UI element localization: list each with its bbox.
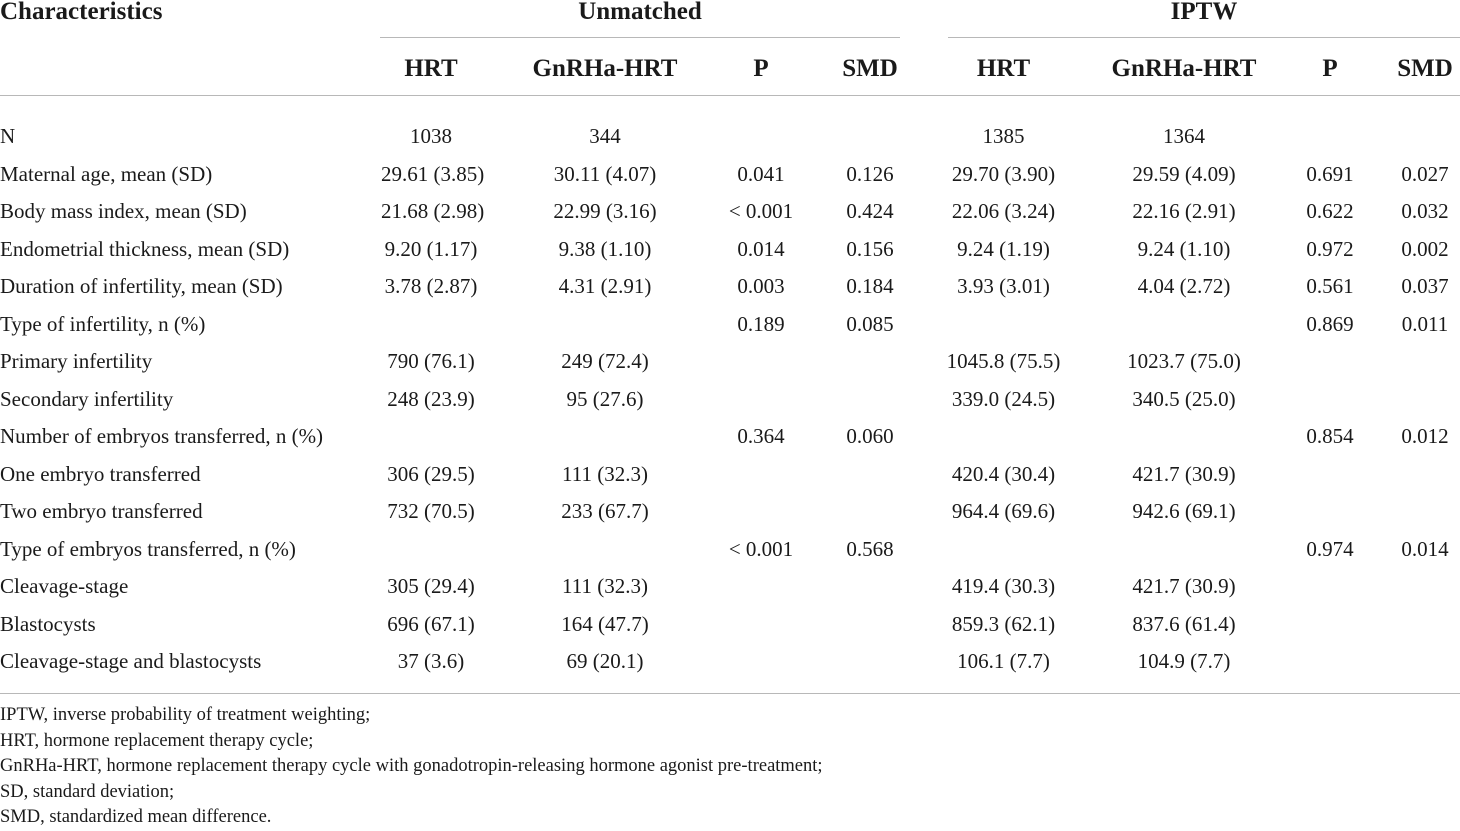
cell-iptw-smd: 0.032 bbox=[1401, 199, 1449, 223]
cell-iptw-gnrha-hrt: 942.6 (69.1) bbox=[1132, 499, 1236, 523]
col-header-unmatched-smd: SMD bbox=[842, 55, 898, 82]
cell-iptw-p bbox=[1290, 568, 1370, 604]
cell-iptw-gnrha-hrt: 421.7 (30.9) bbox=[1132, 574, 1236, 598]
cell-unmatched-gnrha-hrt: 164 (47.7) bbox=[561, 611, 649, 636]
cell-unmatched-hrt bbox=[381, 418, 481, 454]
row-label: Maternal age, mean (SD) bbox=[0, 161, 213, 186]
footnote: HRT, hormone replacement therapy cycle; bbox=[0, 730, 314, 751]
row-label: Blastocysts bbox=[0, 611, 96, 636]
cell-iptw-p: 0.561 bbox=[1306, 274, 1354, 298]
cell-unmatched-gnrha-hrt: 344 bbox=[589, 124, 621, 148]
cell-unmatched-gnrha-hrt: 4.31 (2.91) bbox=[558, 274, 652, 298]
row-label: Primary infertility bbox=[0, 349, 153, 373]
cell-unmatched-hrt: 732 (70.5) bbox=[387, 499, 475, 523]
cell-iptw-smd bbox=[1390, 493, 1460, 529]
cell-iptw-p bbox=[1290, 606, 1370, 642]
col-header-iptw-smd: SMD bbox=[1397, 55, 1453, 82]
cell-unmatched-smd bbox=[825, 456, 915, 492]
cell-iptw-smd: 0.002 bbox=[1401, 236, 1449, 261]
row-label: Duration of infertility, mean (SD) bbox=[0, 274, 283, 298]
cell-iptw-hrt bbox=[936, 418, 1071, 454]
table-row bbox=[0, 381, 1460, 417]
cell-iptw-hrt: 106.1 (7.7) bbox=[957, 649, 1050, 673]
cell-iptw-p: 0.869 bbox=[1306, 311, 1354, 336]
cell-unmatched-hrt: 696 (67.1) bbox=[387, 611, 475, 636]
cell-unmatched-p bbox=[721, 343, 801, 379]
cell-iptw-p bbox=[1290, 343, 1370, 379]
cell-unmatched-p: 0.364 bbox=[737, 424, 785, 448]
cell-iptw-hrt: 1045.8 (75.5) bbox=[946, 349, 1061, 373]
cell-iptw-gnrha-hrt: 340.5 (25.0) bbox=[1132, 386, 1236, 411]
cell-iptw-gnrha-hrt bbox=[1099, 418, 1269, 454]
cell-iptw-smd: 0.012 bbox=[1401, 424, 1449, 448]
cell-iptw-smd bbox=[1390, 343, 1460, 379]
table-row bbox=[0, 193, 1460, 229]
cell-unmatched-smd bbox=[825, 118, 915, 154]
cell-unmatched-smd: 0.424 bbox=[846, 199, 894, 223]
cell-iptw-gnrha-hrt: 4.04 (2.72) bbox=[1137, 274, 1231, 298]
cell-iptw-hrt: 1385 bbox=[982, 124, 1025, 148]
cell-unmatched-smd: 0.568 bbox=[846, 536, 894, 561]
table-row bbox=[0, 118, 1460, 154]
table-row bbox=[0, 568, 1460, 604]
cell-iptw-smd: 0.027 bbox=[1401, 161, 1449, 186]
col-header-unmatched-p: P bbox=[753, 55, 769, 82]
cell-unmatched-p bbox=[721, 456, 801, 492]
cell-unmatched-smd: 0.085 bbox=[846, 311, 894, 336]
cell-iptw-smd bbox=[1390, 568, 1460, 604]
table-row bbox=[0, 493, 1460, 529]
cell-iptw-hrt: 29.70 (3.90) bbox=[951, 161, 1056, 186]
cell-iptw-gnrha-hrt: 1364 bbox=[1163, 124, 1205, 148]
cell-unmatched-gnrha-hrt: 249 (72.4) bbox=[561, 349, 649, 373]
iptw-group-header: IPTW bbox=[1170, 0, 1238, 25]
cell-unmatched-hrt: 1038 bbox=[410, 124, 452, 148]
table-bottom-rule bbox=[0, 693, 1460, 694]
footnote: SD, standard deviation; bbox=[0, 781, 175, 802]
col-header-unmatched-hrt: HRT bbox=[404, 55, 458, 82]
cell-iptw-smd bbox=[1390, 381, 1460, 417]
cell-unmatched-hrt bbox=[381, 531, 481, 567]
cell-iptw-gnrha-hrt bbox=[1099, 306, 1269, 342]
cell-unmatched-p: < 0.001 bbox=[728, 199, 794, 223]
footnote: GnRHa-HRT, hormone replacement therapy cycle with gonadotropin-releasing hormone agonist pre-treatment; bbox=[0, 756, 823, 776]
cell-iptw-p bbox=[1290, 643, 1370, 679]
cell-iptw-gnrha-hrt: 421.7 (30.9) bbox=[1132, 461, 1236, 486]
cell-unmatched-p bbox=[721, 606, 801, 642]
cell-unmatched-smd bbox=[825, 381, 915, 417]
cell-iptw-hrt: 3.93 (3.01) bbox=[957, 274, 1050, 298]
cell-iptw-gnrha-hrt: 104.9 (7.7) bbox=[1137, 649, 1231, 673]
cell-iptw-hrt: 964.4 (69.6) bbox=[951, 499, 1056, 523]
table-row bbox=[0, 156, 1460, 192]
cell-unmatched-smd bbox=[825, 606, 915, 642]
cell-iptw-smd bbox=[1390, 606, 1460, 642]
cell-iptw-hrt: 859.3 (62.1) bbox=[951, 611, 1056, 636]
cell-iptw-smd bbox=[1390, 118, 1460, 154]
cell-iptw-p: 0.691 bbox=[1306, 161, 1354, 186]
cell-unmatched-gnrha-hrt: 22.99 (3.16) bbox=[553, 199, 657, 223]
cell-iptw-smd bbox=[1390, 456, 1460, 492]
cell-unmatched-smd bbox=[825, 493, 915, 529]
cell-iptw-gnrha-hrt: 29.59 (4.09) bbox=[1132, 161, 1236, 186]
cell-iptw-gnrha-hrt: 1023.7 (75.0) bbox=[1127, 349, 1241, 373]
table-row bbox=[0, 531, 1460, 567]
iptw-group-rule bbox=[948, 37, 1460, 38]
cell-unmatched-gnrha-hrt bbox=[520, 306, 690, 342]
cell-unmatched-hrt: 21.68 (2.98) bbox=[381, 199, 485, 223]
table-row bbox=[0, 343, 1460, 379]
cell-unmatched-gnrha-hrt: 233 (67.7) bbox=[561, 499, 649, 523]
cell-iptw-hrt: 9.24 (1.19) bbox=[957, 236, 1050, 261]
cell-unmatched-smd bbox=[825, 343, 915, 379]
row-label: Two embryo transferred bbox=[0, 499, 203, 523]
table-row bbox=[0, 231, 1460, 267]
table-row bbox=[0, 606, 1460, 642]
cell-unmatched-p bbox=[721, 493, 801, 529]
cell-iptw-hrt bbox=[936, 306, 1071, 342]
footnote: IPTW, inverse probability of treatment weighting; bbox=[0, 705, 371, 725]
cell-unmatched-hrt: 306 (29.5) bbox=[387, 461, 475, 486]
cell-iptw-p: 0.972 bbox=[1306, 236, 1354, 261]
cell-unmatched-smd bbox=[825, 643, 915, 679]
row-label: Endometrial thickness, mean (SD) bbox=[0, 236, 290, 261]
cell-unmatched-smd: 0.126 bbox=[846, 161, 894, 186]
header-rule bbox=[0, 95, 1460, 96]
table-footnotes bbox=[0, 703, 1460, 831]
table-row bbox=[0, 418, 1460, 454]
cell-unmatched-gnrha-hrt: 111 (32.3) bbox=[562, 574, 648, 598]
cell-unmatched-hrt: 29.61 (3.85) bbox=[381, 161, 485, 186]
cell-unmatched-gnrha-hrt: 95 (27.6) bbox=[566, 386, 644, 411]
row-label: Type of embryos transferred, n (%) bbox=[0, 536, 296, 561]
table-row bbox=[0, 456, 1460, 492]
cell-iptw-p bbox=[1290, 456, 1370, 492]
cell-unmatched-p: 0.014 bbox=[737, 236, 785, 261]
cell-unmatched-smd: 0.156 bbox=[846, 236, 894, 261]
cell-iptw-hrt: 22.06 (3.24) bbox=[951, 199, 1056, 223]
col-header-iptw-p: P bbox=[1322, 55, 1338, 82]
cell-iptw-p bbox=[1290, 493, 1370, 529]
characteristics-header: Characteristics bbox=[0, 0, 163, 25]
cell-iptw-smd: 0.011 bbox=[1401, 311, 1449, 336]
cell-unmatched-gnrha-hrt: 111 (32.3) bbox=[562, 461, 648, 486]
footnote: SMD, standardized mean difference. bbox=[0, 807, 272, 827]
cell-iptw-hrt: 420.4 (30.4) bbox=[951, 461, 1056, 486]
cell-unmatched-gnrha-hrt: 9.38 (1.10) bbox=[558, 236, 652, 261]
cell-unmatched-hrt: 3.78 (2.87) bbox=[384, 274, 478, 298]
cell-iptw-gnrha-hrt: 9.24 (1.10) bbox=[1137, 236, 1231, 261]
cell-unmatched-p bbox=[721, 118, 801, 154]
cell-unmatched-smd: 0.060 bbox=[846, 424, 894, 448]
row-label: N bbox=[0, 124, 16, 148]
col-header-iptw-gnrha-hrt: GnRHa-HRT bbox=[1111, 55, 1257, 82]
cell-unmatched-gnrha-hrt: 30.11 (4.07) bbox=[553, 161, 657, 186]
cell-iptw-p bbox=[1290, 118, 1370, 154]
cell-iptw-hrt bbox=[936, 531, 1071, 567]
cell-iptw-smd: 0.014 bbox=[1401, 536, 1449, 561]
cell-unmatched-p bbox=[721, 568, 801, 604]
cell-unmatched-hrt: 248 (23.9) bbox=[387, 386, 475, 411]
cell-iptw-hrt: 339.0 (24.5) bbox=[951, 386, 1056, 411]
unmatched-group-rule bbox=[380, 37, 900, 38]
row-label: Body mass index, mean (SD) bbox=[0, 199, 247, 223]
cell-unmatched-p: 0.003 bbox=[737, 274, 785, 298]
cell-iptw-gnrha-hrt bbox=[1099, 531, 1269, 567]
row-label: Type of infertility, n (%) bbox=[0, 311, 206, 336]
cell-unmatched-gnrha-hrt: 69 (20.1) bbox=[566, 649, 644, 673]
row-label: Secondary infertility bbox=[0, 386, 174, 411]
cell-unmatched-hrt: 9.20 (1.17) bbox=[384, 236, 478, 261]
cell-iptw-gnrha-hrt: 837.6 (61.4) bbox=[1132, 611, 1236, 636]
table-row bbox=[0, 268, 1460, 304]
cell-iptw-p: 0.854 bbox=[1306, 424, 1354, 448]
row-label: Cleavage-stage and blastocysts bbox=[0, 649, 262, 673]
cell-iptw-smd bbox=[1390, 643, 1460, 679]
cell-iptw-smd: 0.037 bbox=[1401, 274, 1449, 298]
cell-unmatched-p: 0.189 bbox=[737, 311, 785, 336]
row-label: Cleavage-stage bbox=[0, 574, 129, 598]
table-row bbox=[0, 306, 1460, 342]
cell-unmatched-hrt: 37 (3.6) bbox=[397, 649, 465, 673]
unmatched-group-header: Unmatched bbox=[578, 0, 702, 25]
cell-unmatched-p: < 0.001 bbox=[728, 536, 794, 561]
cell-iptw-p bbox=[1290, 381, 1370, 417]
cell-unmatched-smd bbox=[825, 568, 915, 604]
cell-iptw-gnrha-hrt: 22.16 (2.91) bbox=[1132, 199, 1236, 223]
cell-unmatched-p bbox=[721, 381, 801, 417]
cell-iptw-hrt: 419.4 (30.3) bbox=[951, 574, 1056, 598]
row-label: One embryo transferred bbox=[0, 461, 201, 486]
cell-unmatched-p: 0.041 bbox=[737, 161, 785, 186]
cell-unmatched-hrt: 305 (29.4) bbox=[387, 574, 475, 598]
cell-unmatched-gnrha-hrt bbox=[520, 418, 690, 454]
cell-unmatched-p bbox=[721, 643, 801, 679]
cell-iptw-p: 0.622 bbox=[1306, 199, 1354, 223]
cell-unmatched-hrt bbox=[381, 306, 481, 342]
cell-unmatched-hrt: 790 (76.1) bbox=[387, 349, 475, 373]
col-header-iptw-hrt: HRT bbox=[976, 55, 1031, 82]
cell-unmatched-gnrha-hrt bbox=[520, 531, 690, 567]
col-header-unmatched-gnrha-hrt: GnRHa-HRT bbox=[532, 55, 678, 82]
row-label: Number of embryos transferred, n (%) bbox=[0, 424, 324, 448]
table-row bbox=[0, 643, 1460, 679]
cell-unmatched-smd: 0.184 bbox=[846, 274, 894, 298]
cell-iptw-p: 0.974 bbox=[1306, 536, 1354, 561]
